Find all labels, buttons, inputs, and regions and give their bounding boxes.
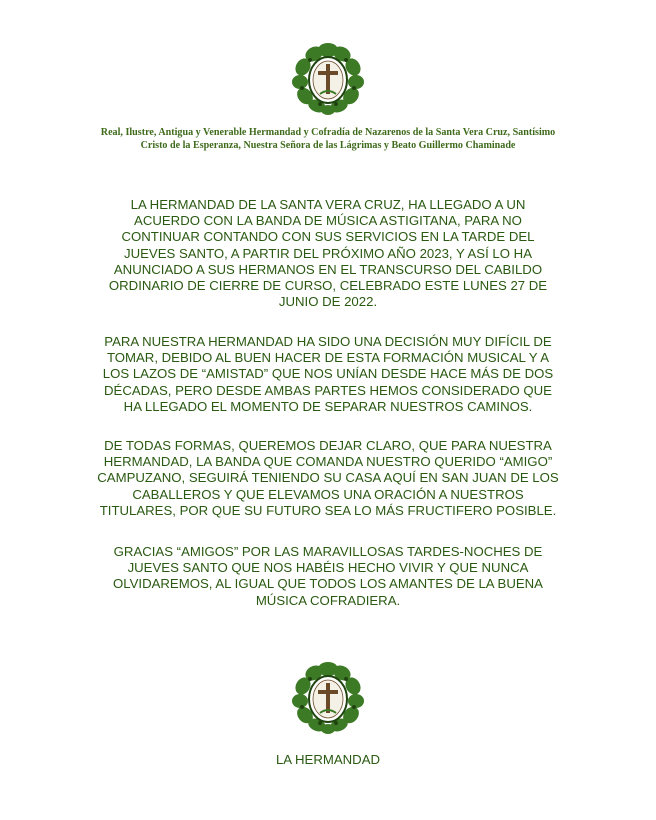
paragraph-line: DE TODAS FORMAS, QUEREMOS DEJAR CLARO, QUE PARA NUESTRA [104,438,552,453]
paragraph-line: OLVIDAREMOS, AL IGUAL QUE TODOS LOS AMANTES DE LA BUENA [113,576,543,592]
paragraph-thanks [40,544,616,609]
brotherhood-full-name [40,126,616,152]
paragraph-line: ANUNCIADO A SUS HERMANOS EN EL TRANSCURSO DEL CABILDO [113,261,543,277]
paragraph-line: HERMANDAD, LA BANDA QUE COMANDA NUESTRO QUERIDO “AMIGO” [103,454,553,470]
paragraph-announcement [40,197,616,310]
paragraph-line: TOMAR, DEBIDO AL BUEN HACER DE ESTA FORMACIÓN MUSICAL Y A [106,350,550,366]
brotherhood-crest-icon [290,659,366,735]
paragraph-line: CABALLEROS Y QUE ELEVAMOS UNA ORACIÓN A NUESTROS [132,486,524,502]
paragraph-line: ACUERDO CON LA BANDA DE MÚSICA ASTIGITANA, PARA NO [134,213,522,229]
paragraph-line: LA HERMANDAD DE LA SANTA VERA CRUZ, HA LLEGADO A UN [130,197,526,212]
paragraph-line: GRACIAS “AMIGOS” POR LAS MARAVILLOSAS TARDES-NOCHES DE [113,544,543,559]
paragraph-line: PARA NUESTRA HERMANDAD HA SIDO UNA DECISIÓN MUY DIFÍCIL DE [104,334,552,349]
header-line: Cristo de la Esperanza, Nuestra Señora de las Lágrimas y Beato Guillermo Chaminade [140,140,516,151]
paragraph-line: MÚSICA COFRADIERA. [255,592,401,608]
paragraph-line: LOS LAZOS DE “AMISTAD” QUE NOS UNÍAN DESDE HACE MÁS DE DOS [102,366,554,382]
paragraph-line: TITULARES, POR QUE SU FUTURO SEA LO MÁS FRUCTIFERO POSIBLE. [99,502,557,518]
header-line: Real, Ilustre, Antigua y Venerable Hermandad y Cofradía de Nazarenos de la Santa Vera Cruz, Santísimo [100,127,556,138]
paragraph-line: CONTINUAR CONTANDO CON SUS SERVICIOS EN LA TARDE DEL [121,229,535,245]
brotherhood-crest-icon [290,40,366,116]
paragraph-line: CAMPUZANO, SEGUIRÁ TENIENDO SU CASA AQUÍ EN SAN JUAN DE LOS [97,470,559,486]
paragraph-line: ORDINARIO DE CIERRE DE CURSO, CELEBRADO ESTE LUNES 27 DE [108,278,548,294]
paragraph-line: HA LLEGADO EL MOMENTO DE SEPARAR NUESTROS CAMINOS. [123,398,533,414]
signature: LA HERMANDAD [275,752,381,767]
paragraph-line: JUEVES SANTO QUE NOS HABÉIS HECHO VIVIR Y QUE NUNCA [127,560,529,576]
paragraph-line: DÉCADAS, PERO DESDE AMBAS PARTES HEMOS CONSIDERADO QUE [104,382,552,398]
paragraph-line: JUEVES SANTO, A PARTIR DEL PRÓXIMO AÑO 2023, Y ASÍ LO HA [124,245,532,261]
paragraph-decision [40,334,616,415]
paragraph-line: JUNIO DE 2022. [278,294,378,310]
paragraph-friendship [40,438,616,519]
